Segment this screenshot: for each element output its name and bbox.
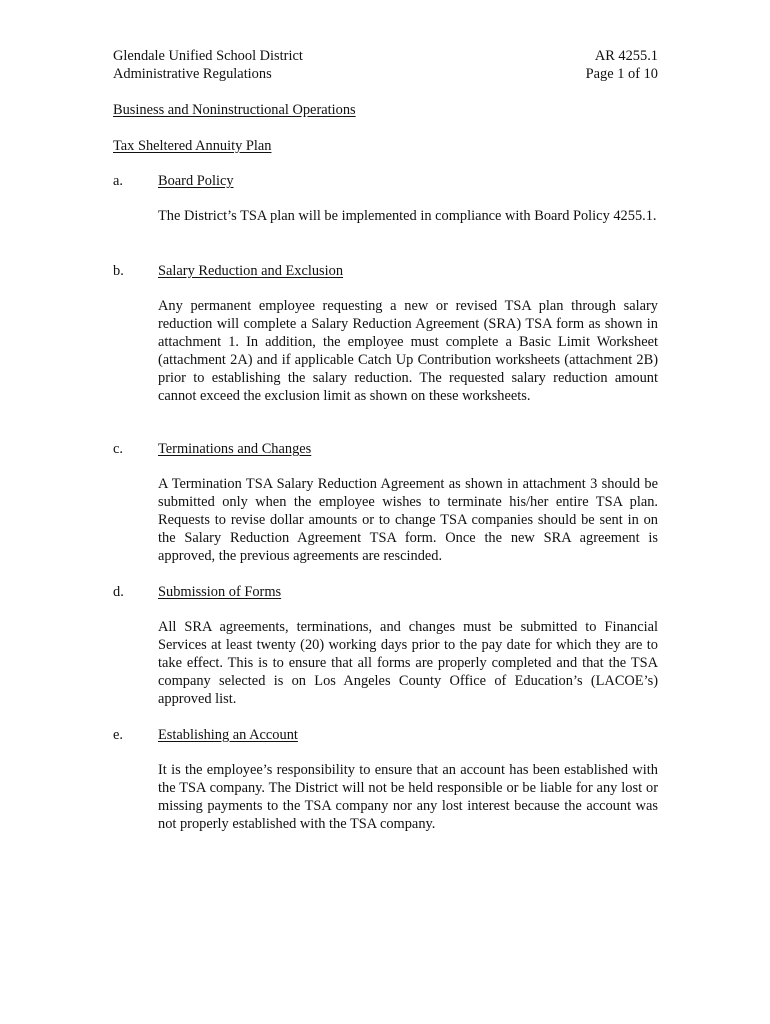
- document-number: AR 4255.1: [594, 48, 658, 64]
- document-subtitle: Administrative Regulations: [113, 66, 272, 82]
- section-d: [113, 583, 658, 708]
- section-title: Salary Reduction and Exclusion: [158, 263, 344, 279]
- section-body: Any permanent employee requesting a new or revised TSA plan through salary reduction will complete a Salary Reduction Agreement (SRA) TSA form as shown in attachment 1. In addition, the employee must complete a Basic Limit Worksheet (attachment 2A) and if applicable Catch Up Contribution worksheets (attachment 2B) prior to establishing the salary reduction. The requested salary reduction amount cannot exceed the exclusion limit as shown on these worksheets.: [158, 298, 658, 404]
- section-body: A Termination TSA Salary Reduction Agreement as shown in attachment 3 should be submitted only when the employee wishes to terminate his/her entire TSA plan. Requests to revise dollar amounts or to change TSA companies should be sent in on the Salary Reduction Agreement TSA form. Once the new SRA agreement is approved, the previous agreements are rescinded.: [158, 476, 658, 564]
- section-heading: [113, 583, 658, 601]
- section-heading: [113, 172, 658, 190]
- section-letter: a.: [113, 173, 123, 189]
- section-title: Establishing an Account: [158, 727, 298, 743]
- section-body: All SRA agreements, terminations, and changes must be submitted to Financial Services at least twenty (20) working days prior to the pay date for which they are to take effect. This is to ensure that all forms are properly completed and that the TSA company selected is on Los Angeles County Office of Education’s (LACOE’s) approved list.: [158, 619, 658, 707]
- header-row-2: [113, 65, 658, 83]
- page-number: Page 1 of 10: [585, 66, 658, 82]
- section-letter: b.: [113, 263, 124, 279]
- section-b: [113, 262, 658, 405]
- section-a: [113, 172, 658, 225]
- section-letter: c.: [113, 441, 123, 457]
- section-body: It is the employee’s responsibility to ensure that an account has been established with the TSA company. The District will not be held responsible or be liable for any lost or missing payments to the TSA company nor any lost interest because the account was not properly established with the TSA company.: [158, 762, 658, 832]
- section-heading: [113, 440, 658, 458]
- section-title: Board Policy: [158, 173, 234, 189]
- header-row-1: [113, 47, 658, 65]
- section-title: Submission of Forms: [158, 584, 282, 600]
- section-heading: [113, 726, 658, 744]
- section-body: The District’s TSA plan will be implemented in compliance with Board Policy 4255.1.: [158, 208, 657, 224]
- topic-heading: Tax Sheltered Annuity Plan: [113, 138, 272, 154]
- district-name: Glendale Unified School District: [113, 48, 303, 64]
- section-heading: [113, 262, 658, 280]
- category-heading: Business and Noninstructional Operations: [113, 102, 356, 118]
- section-title: Terminations and Changes: [158, 441, 312, 457]
- section-letter: e.: [113, 727, 123, 743]
- section-c: [113, 440, 658, 565]
- section-letter: d.: [113, 584, 124, 600]
- section-e: [113, 726, 658, 833]
- document-header: [113, 47, 658, 83]
